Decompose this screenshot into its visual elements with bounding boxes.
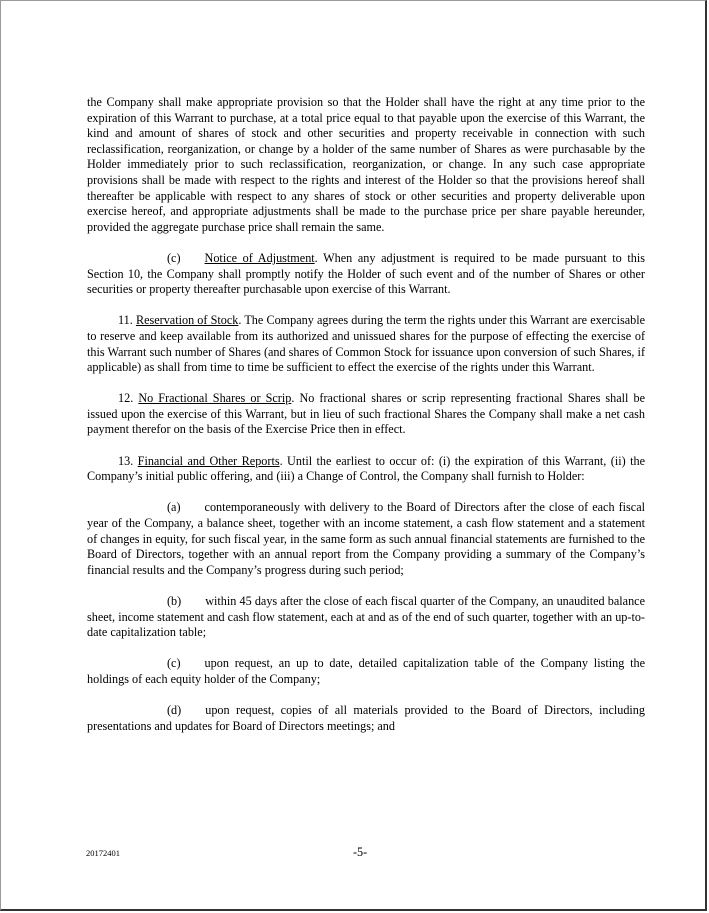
item-marker: (b): [167, 594, 182, 608]
section-number: 13.: [118, 453, 134, 468]
section-heading: No Fractional Shares or Scrip: [138, 391, 292, 406]
paragraph-item-c: (c) upon request, an up to date, detailed capitalization table of the Company listing the holdings of each equity holder of the Company;: [87, 656, 645, 686]
page-number: -5-: [353, 845, 368, 859]
document-id: 20172401: [86, 848, 120, 858]
section-heading: Notice of Adjustment: [204, 250, 315, 265]
item-marker: (c): [167, 656, 181, 671]
paragraph-notice-of-adjustment: (c) Notice of Adjustment. When any adjustment is required to be made pursuant to this Section 10, the Company shall promptly notify the Holder of such event and of the number of Shares or other securities or property thereafter purchasable upon exercise of this Warrant.: [87, 250, 645, 297]
paragraph-item-b: (b) within 45 days after the close of each fiscal quarter of the Company, an unaudited balance sheet, income statement and cash flow statement, each at and as of the end of such quarter, together with an up-to-date capitalization table;: [87, 594, 645, 640]
section-heading: Reservation of Stock: [135, 313, 239, 328]
paragraph-item-d: (d) upon request, copies of all materials provided to the Board of Directors, including presentations and updates for Board of Directors meetings; and: [87, 703, 645, 733]
item-marker: (d): [167, 703, 182, 718]
section-number: 12.: [118, 391, 134, 406]
paragraph-financial-reports: 13. Financial and Other Reports. Until the earliest to occur of: (i) the expiration of this Warrant, (ii) the Company’s initial public offering, and (iii) a Change of Control, the Company shall furnish to Holder:: [87, 453, 645, 484]
section-number: 11.: [118, 313, 133, 328]
item-marker: (a): [167, 500, 181, 515]
paragraph-reservation-of-stock: 11. Reservation of Stock. The Company agrees during the term the rights under this Warrant are exercisable to reserve and keep available from its authorized and unissued shares for the purpose of effecting the exercise of this Warrant such number of Shares (and shares of Common Stock for issuance upon conversion of such Shares, if applicable) as shall from time to time be sufficient to effect the exercise of the rights under this Warrant.: [87, 313, 646, 375]
paragraph-reclassification: the Company shall make appropriate provision so that the Holder shall have the right at any time prior to the expiration of this Warrant to purchase, at a total price equal to that payable upon the exercise of this Warrant, the kind and amount of shares of stock and other securities and property receivable in connection with such reclassification, reorganization, or change by a holder of the same number of Shares as were purchasable by the Holder immediately prior to such reclassification, reorganization, or change. In any such case appropriate provisions shall be made with respect to the rights and interest of the Holder so that the provisions hereof shall thereafter be applicable with respect to any shares of stock or other securities and property deliverable upon exercise hereof, and appropriate adjustments shall be made to the purchase price per share payable hereunder, provided the aggregate purchase price shall remain the same.: [87, 95, 645, 234]
section-marker: (c): [167, 250, 181, 265]
document-body: [87, 95, 645, 750]
paragraph-no-fractional-shares: 12. No Fractional Shares or Scrip. No fractional shares or scrip representing fractional Shares shall be issued upon the exercise of this Warrant, but in lieu of such fractional Shares the Company shall make a net cash payment therefor on the basis of the Exercise Price then in effect.: [87, 391, 646, 437]
paragraph-item-a: (a) contemporaneously with delivery to the Board of Directors after the close of each fiscal year of the Company, a balance sheet, together with an income statement, a cash flow statement and a statement of changes in equity, for such fiscal year, in the same form as such annual financial statements are furnished to the Board of Directors, together with an annual report from the Company providing a summary of the Company’s financial results and the Company’s progress during such period;: [87, 500, 645, 577]
section-heading: Financial and Other Reports: [137, 453, 280, 468]
